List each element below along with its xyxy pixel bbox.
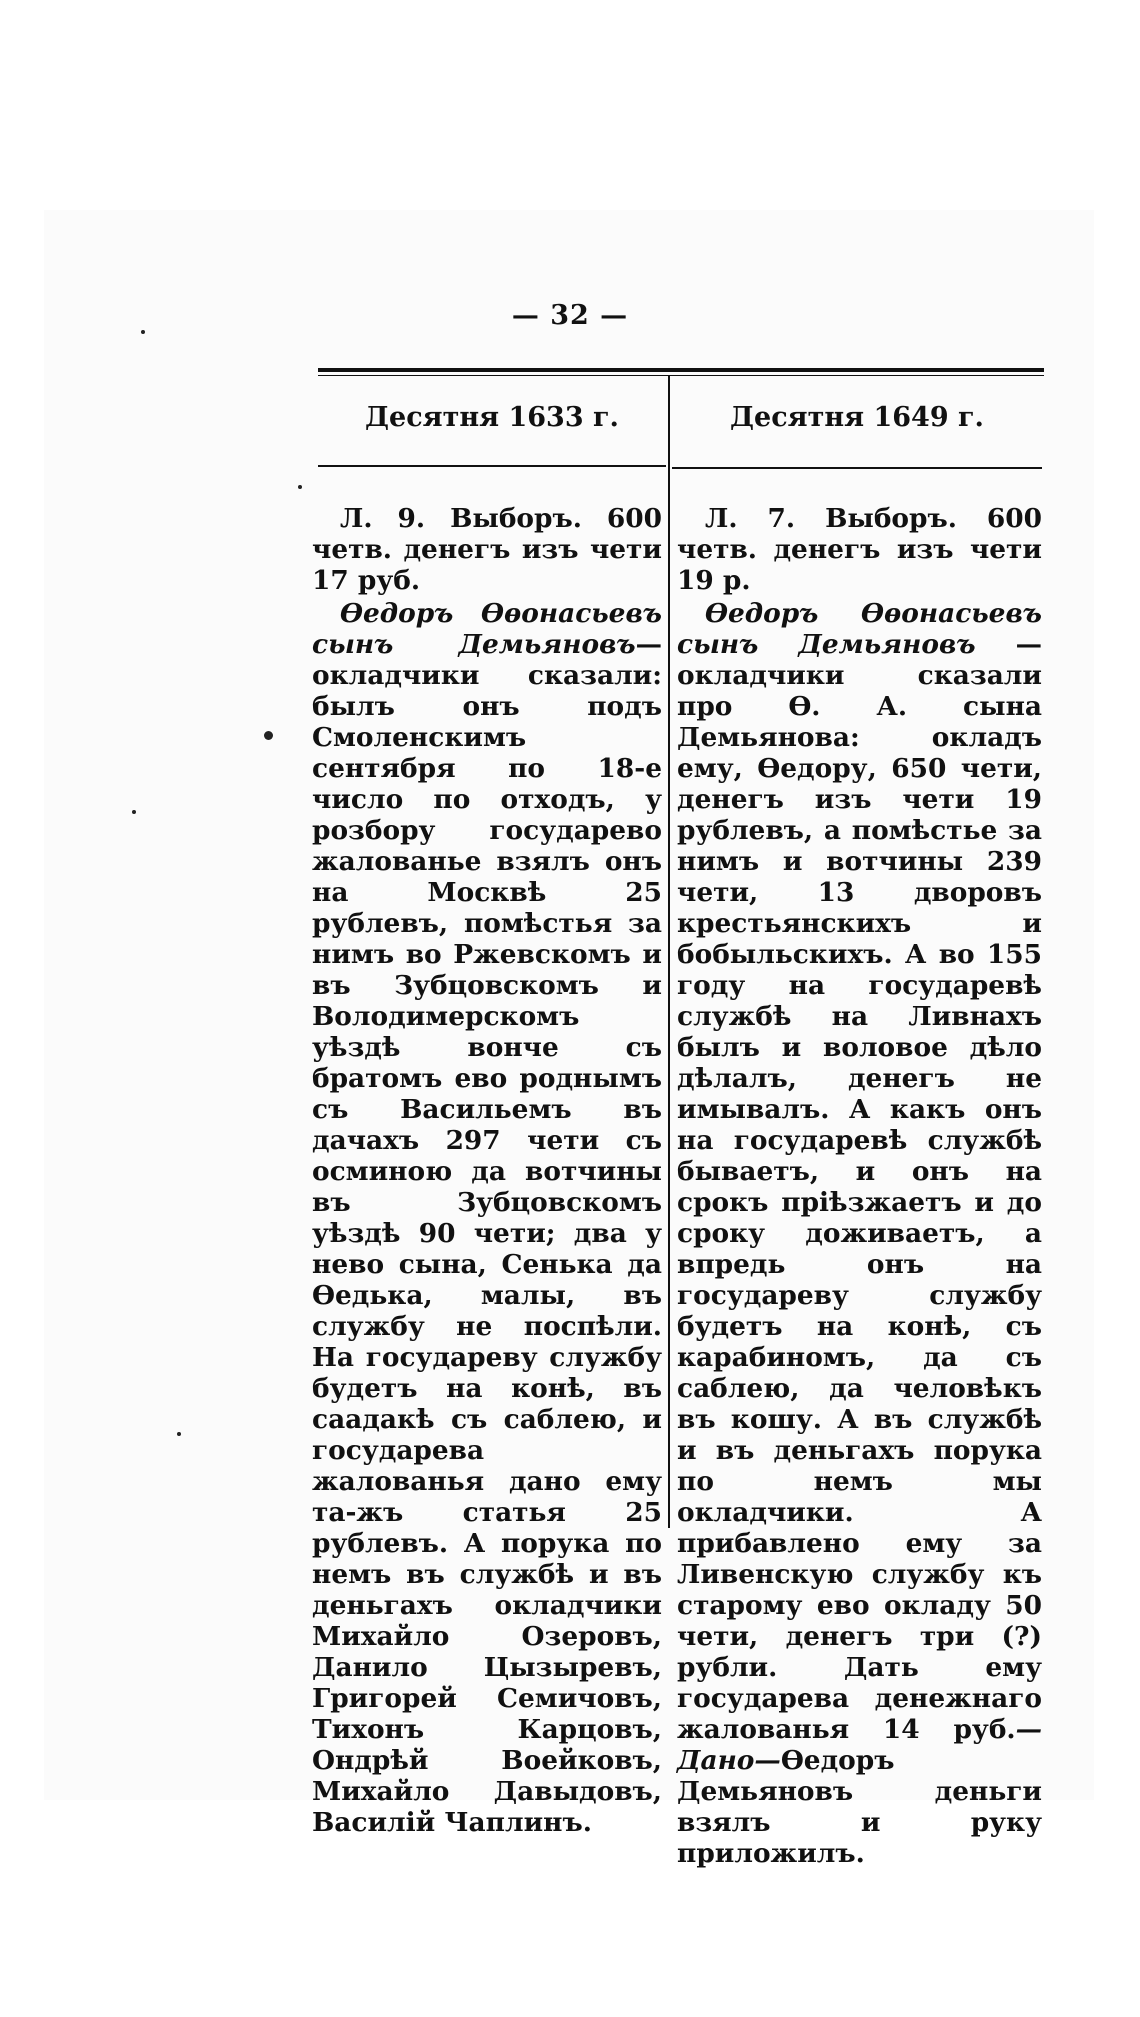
left-record-text: —окладчики сказали: былъ онъ подъ Смоленскимъ сентября по 18-е число по отходъ, у розбору государево жалованье взялъ онъ на Москвѣ 25 рублевъ, помѣстья за нимъ во Ржевскомъ и въ Зубцовскомъ и Володимерскомъ уѣздѣ вонче съ братомъ ево роднымъ съ Васильемъ въ дачахъ 297 чети съ осминою да вотчины въ Зубцовскомъ уѣздѣ 90 чети; два у нево сына, Сенька да Өедька, малы, въ службу не поспѣли. На государеву службу будетъ на конѣ, въ саадакѣ съ саблею, и государева жалованья дано ему та-жъ статья 25 рублевъ. А порука по немъ въ службѣ и въ деньгахъ окладчики Михайло Озеровъ, Данило Цызыревъ, Григорей Семичовъ, Тихонъ Карцовъ, Ондрѣй Воейковъ, Михайло Давыдовъ, Василій Чаплинъ. (312, 629, 662, 1838)
left-entry-record (312, 598, 662, 1838)
left-entry-summary (312, 503, 662, 596)
right-heading-rule (672, 467, 1042, 469)
right-entry-summary (677, 503, 1042, 596)
right-column-text (677, 503, 1042, 1869)
right-entry-summary-text: Л. 7. Выборъ. 600 четв. денегъ изъ чети 19 р. (677, 503, 1042, 596)
left-heading-rule (318, 465, 666, 467)
scan-speck (132, 810, 136, 814)
page-number: — 32 — (511, 300, 629, 331)
header-rule-thick (318, 368, 1044, 372)
right-column-heading: Десятня 1649 г. (730, 402, 984, 433)
right-entry-record (677, 598, 1042, 1869)
right-dano-word: —Дано— (677, 1714, 1042, 1776)
scan-speck (298, 485, 302, 489)
left-column-text (312, 503, 662, 1838)
scan-speck (177, 1432, 181, 1436)
right-record-tail: Өедоръ Демьяновъ деньги взялъ и руку приложилъ. (677, 1745, 1042, 1869)
scan-speck (141, 330, 145, 334)
header-rule-thin (318, 375, 1044, 376)
left-entry-summary-text: Л. 9. Выборъ. 600 четв. денегъ изъ чети 17 руб. (312, 503, 662, 596)
right-person-name: Өедоръ Өѳонасьевъ сынъ Демьяновъ (677, 598, 1042, 660)
right-record-text: —окладчики сказали про Ө. А. сына Демьянова: окладъ ему, Өедору, 650 чети, денегъ изъ чети 19 рублевъ, а помѣстье за нимъ и вотчины 239 чети, 13 дворовъ крестьянскихъ и бобыльскихъ. А во 155 году на государевѣ службѣ на Ливнахъ былъ и воловое дѣло дѣлалъ, денегъ не имывалъ. А какъ онъ на государевѣ службѣ бываетъ, и онъ на срокъ прiѣзжаетъ и до сроку доживаетъ, а впредь онъ на государеву службу будетъ на конѣ, съ карабиномъ, да съ саблею, да человѣкъ въ кошу. А въ службѣ и въ деньгахъ порука по немъ мы окладчики. А прибавлено ему за Ливенскую службу къ старому ево окладу 50 чети, денегъ три (?) рубли. Дать ему государева денежнаго жалованья 14 руб. (677, 629, 1042, 1745)
left-person-name: Өедоръ Өѳонасьевъ сынъ Демьяновъ (312, 598, 662, 660)
column-divider (668, 376, 670, 1528)
left-column-heading: Десятня 1633 г. (365, 402, 619, 433)
scan-speck (264, 731, 273, 740)
